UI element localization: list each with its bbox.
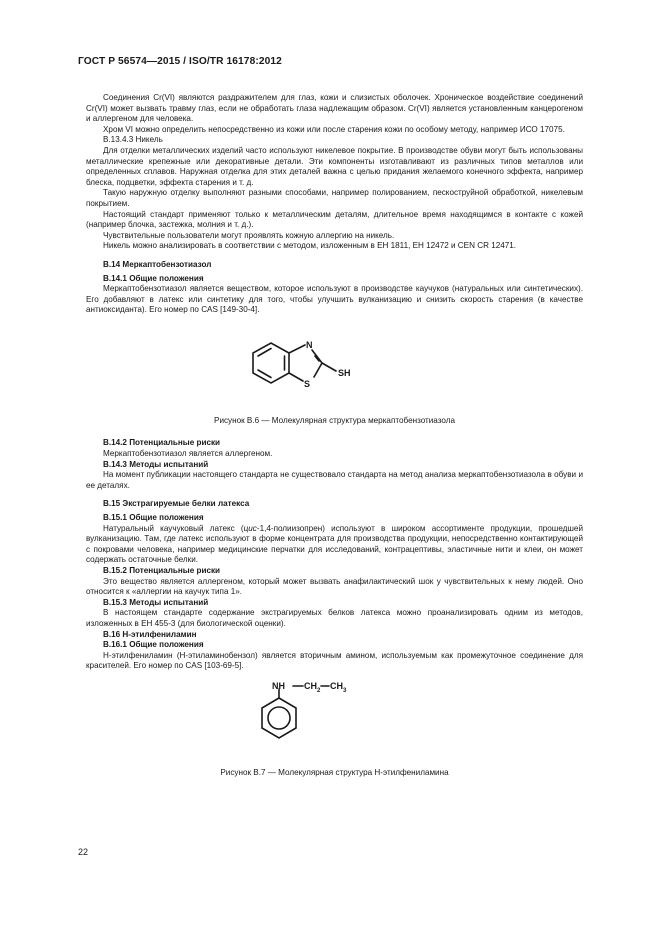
section-heading-b14-2: B.14.2 Потенциальные риски — [103, 438, 221, 448]
section-heading-b16-1: B.16.1 Общие положения — [103, 640, 204, 650]
paragraph-nickel-allergy: Чувствительные пользователи могут проявлять кожную аллергию на никель. — [103, 230, 395, 240]
paragraph-mbt-tests: На момент публикации настоящего стандарта не существовало стандарта на метод анализа меркаптобензотиазола в обуви и ее деталях. — [86, 470, 583, 490]
section-heading-nickel: B.13.4.3 Никель — [103, 135, 163, 145]
section-heading-b15-3: B.15.3 Методы испытаний — [103, 597, 209, 607]
section-heading-b15-2: B.15.2 Потенциальные риски — [103, 566, 221, 575]
paragraph-latex-part-a: Натуральный каучуковый латекс ( — [103, 523, 244, 533]
paragraph-nickel-finish: Такую наружную отделку выполняют разными способами, например полированием, пескоструйной обработкой, никелевым покрытием. — [86, 188, 583, 208]
paragraph-nickel-scope: Настоящий стандарт применяют только к металлическим деталям, длительное время находящимся в контакте с кожей (например блочка, застежка, молния и т. д.). — [86, 209, 583, 230]
paragraph-cr6-effects: Соединения Cr(VI) являются раздражителем для глаз, кожи и слизистых оболочек. Хроническое воздействие соединений Cr(VI) может вызвать травму глаз, если не обработать глаза надлежащим образом. Cr(VI) является установленным канцерогеном и аллергеном для человека. — [86, 93, 583, 124]
paragraph-latex-italic-cis: цис — [243, 523, 257, 533]
paragraph-ethylaniline-general: Н-этилфениламин (Н-этиламинобензол) является вторичным амином, используемым как промежуточное соединение для красителей. Его номер по CAS [103-69-5]. — [86, 650, 583, 671]
figure-n-ethylaniline — [235, 678, 435, 758]
atom-label-ch3-sub: 3 — [342, 687, 346, 694]
atom-label-n: N — [305, 339, 312, 350]
figure-caption-b6: Рисунок B.6 — Молекулярная структура меркаптобензотиазола — [214, 415, 455, 425]
atom-label-ch2-main: CH — [303, 680, 317, 691]
section-heading-b15-1: B.15.1 Общие положения — [103, 513, 204, 523]
atom-label-nh: NH — [271, 680, 285, 691]
atom-label-ch2 — [304, 681, 321, 694]
atom-label-s: S — [303, 378, 310, 389]
section-heading-b14-3: B.14.3 Методы испытаний — [103, 459, 209, 469]
section-heading-b14: B.14 Меркаптобензотиазол — [103, 259, 212, 269]
paragraph-mbt-general: Меркаптобензотиазол является веществом, которое используют в производстве каучуков (натуральных или синтетических). Его добавляют в латекс или синтетику для того, чтобы улучшить вулканизацию и снизить скорость старения (в качестве антиоксиданта). Его номер по CAS [149-30-4]. — [86, 284, 583, 315]
figure-caption-b7: Рисунок B.7 — Молекулярная структура Н-этилфениламина — [220, 767, 449, 777]
paragraph-latex-part-b: -1,4-полиизопрен) используют в широком ассортименте продукции, прошедшей вулканизацию. Там, где латекс используют в форме концентрата для производства продукции, непосредственно контактирующей с покровами человека, например медицинские перчатки для исследований, контрацептивы, эластичные нити и клеи, он может содержать остаточные белки. — [86, 523, 583, 565]
atom-label-ch2-sub: 2 — [316, 687, 320, 694]
section-heading-b15: B.15 Экстрагируемые белки латекса — [103, 499, 250, 509]
paragraph-nickel-analysis: Никель можно анализировать в соответствии с методом, изложенным в ЕН 1811, ЕН 12472 и CEN CR 12471. — [103, 241, 517, 251]
paragraph-latex-general — [86, 524, 583, 566]
paragraph-nickel-intro: Для отделки металлических изделий часто используют никелевое покрытие. В производстве обуви могут быть использованы металлические крепежные или декоративные детали. Эти компоненты изготавливают из различных типов металлов или определенных сплавов. Наружная отделка для этих деталей важна с целью придания желаемого конечного эффекта, например блеска, подцветки, эффекта старения и т. д. — [86, 145, 583, 187]
paragraph-cr6-method: Хром VI можно определить непосредственно из кожи или после старения кожи по особому методу, например ИСО 17075. — [103, 124, 565, 134]
atom-label-sh: SH — [337, 367, 351, 378]
figure-mercaptobenzothiazole — [235, 326, 435, 406]
atom-label-ch3-main: CH — [329, 680, 343, 691]
page-number: 22 — [78, 847, 89, 857]
atom-label-ch3 — [330, 681, 347, 694]
section-heading-b14-1: B.14.1 Общие положения — [103, 273, 204, 283]
document-body — [86, 93, 583, 779]
paragraph-latex-risks: Это вещество является аллергеном, который может вызвать анафилактический шок у чувствительных к нему людей. Оно относится к «аллергии на каучук типа 1». — [86, 576, 583, 597]
paragraph-mbt-risks: Меркаптобензотиазол является аллергеном. — [103, 449, 273, 459]
section-heading-b16: B.16 Н-этилфениламин — [103, 629, 197, 639]
paragraph-latex-tests: В настоящем стандарте содержание экстрагируемых белков латекса можно проанализировать одним из методов, изложенных в ЕН 455-3 (для биологической оценки). — [86, 608, 583, 628]
document-header: ГОСТ Р 56574—2015 / ISO/TR 16178:2012 — [78, 56, 282, 67]
